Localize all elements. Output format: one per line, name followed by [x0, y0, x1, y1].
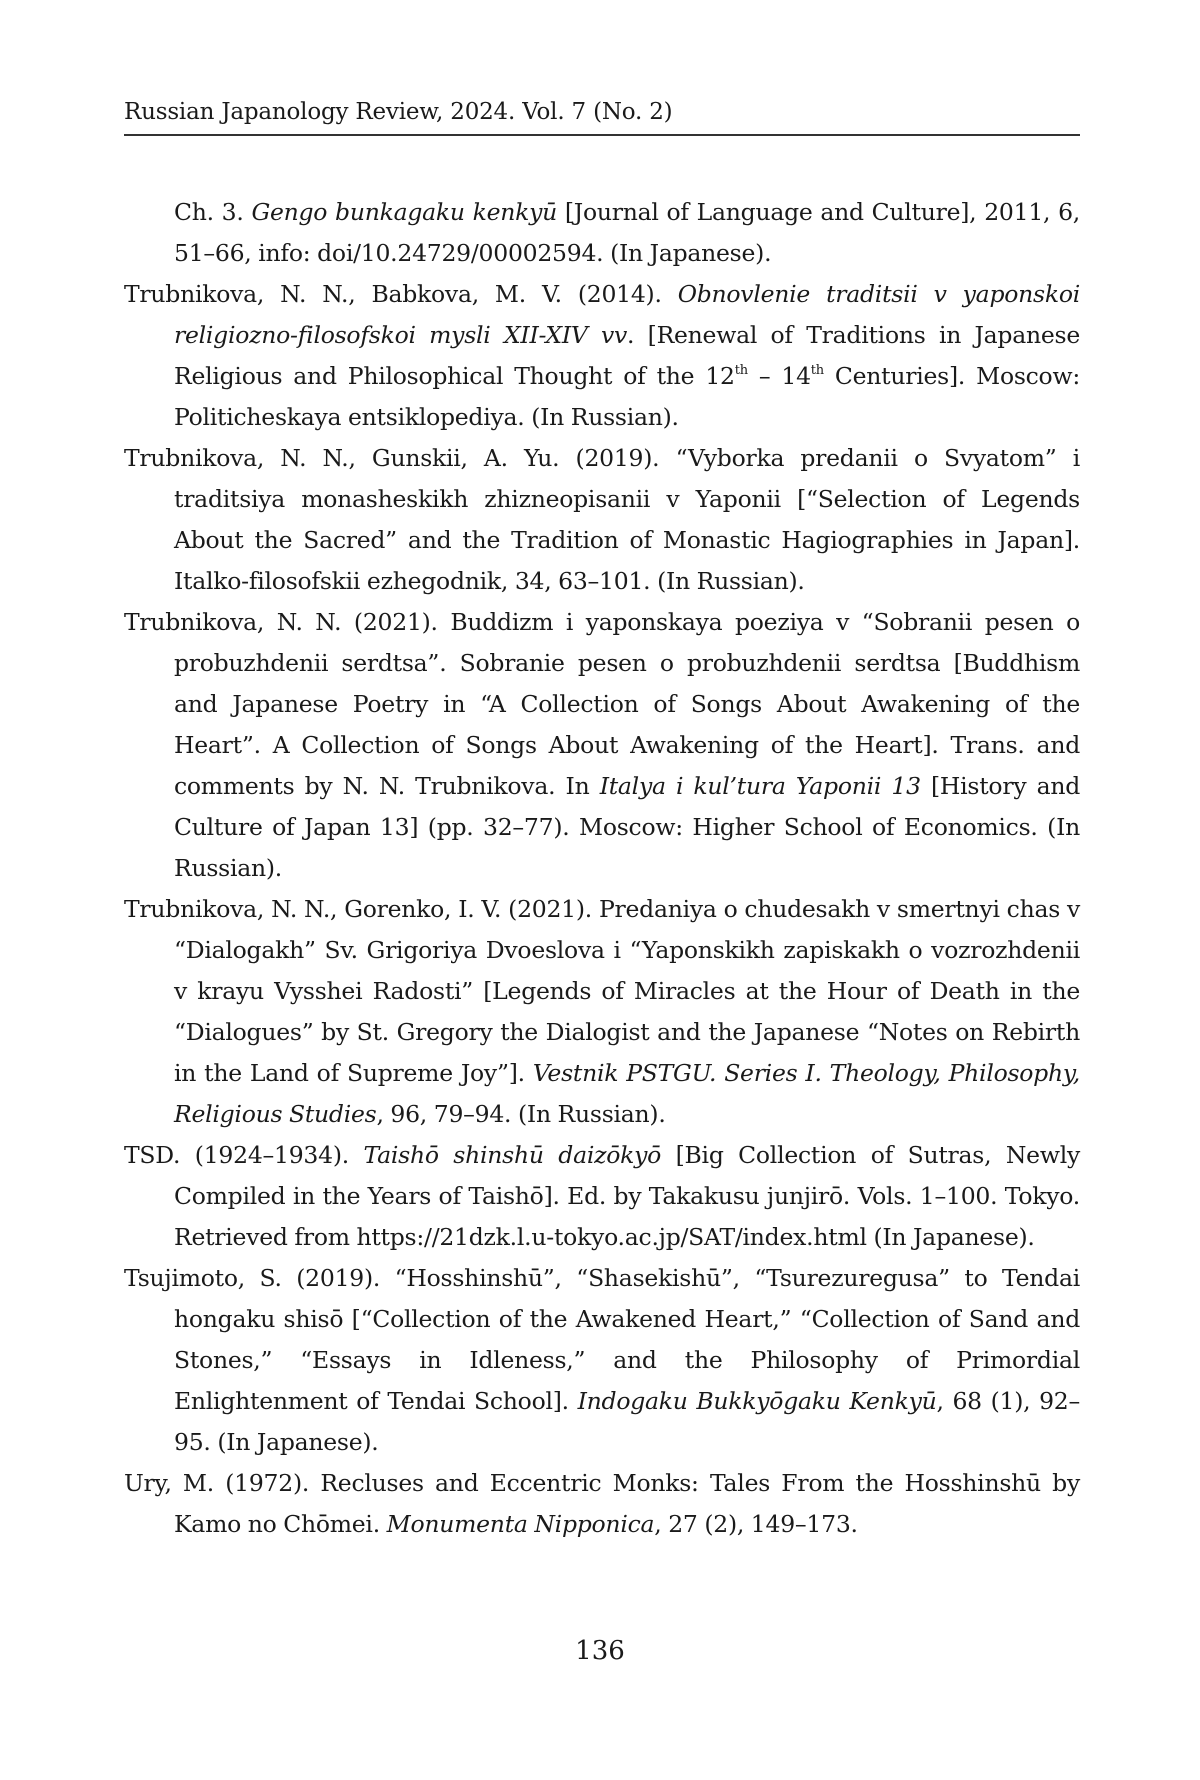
reference-text: [Journal of Language and Culture], 2011, 6, 51–66, info: doi/10.24729/00002594. (In Japanese). [174, 198, 1081, 267]
reference-entry [124, 274, 1080, 438]
superscript: th [810, 363, 824, 378]
reference-text: [History and Culture of Japan 13] (pp. 32–77). Moscow: Higher School of Economics. (In Russian). [174, 772, 1081, 882]
reference-entry [124, 1135, 1080, 1258]
reference-text: [Big Collection of Sutras, Newly Compiled in the Years of Taishō]. Ed. by Takakusu junjirō. Vols. 1–100. Tokyo. Retrieved from https://21dzk.l.u-tokyo.ac.jp/SAT/index.html (In Japanese). [174, 1141, 1080, 1251]
reference-entry [124, 602, 1080, 889]
reference-title: Obnovlenie traditsii v yaponskoi religiozno-filosofskoi mysli XII-XIV vv [174, 280, 1080, 349]
reference-title: Monumenta Nipponica [386, 1510, 655, 1538]
reference-text: Centuries]. Moscow: Politicheskaya entsiklopediya. (In Russian). [174, 362, 1080, 431]
reference-text: Trubnikova, N. N., Gorenko, I. V. (2021). Predaniya o chudesakh v smertnyi chas v “Dialogakh” Sv. Grigoriya Dvoeslova i “Yaponskikh zapiskakh o vozrozhdenii v krayu Vysshei Radosti” [Legends of Miracles at the Hour of Death in the “Dialogues” by St. Gregory the Dialogist and the Japanese “Notes on Rebirth in the Land of Supreme Joy”]. [124, 895, 1080, 1087]
reference-text: Tsujimoto, S. (2019). “Hosshinshū”, “Shasekishū”, “Tsurezuregusa” to Tendai hongaku shisō [“Collection of the Awakened Heart,” “Collection of Sand and Stones,” “Essays in Idleness,” and the Philosophy of Primordial Enlightenment of Tendai School]. [124, 1264, 1080, 1415]
reference-text: . [Renewal of Traditions in Japanese Religious and Philosophical Thought of the 12 [174, 321, 1080, 390]
reference-text: Trubnikova, N. N., Gunskii, A. Yu. (2019). “Vyborka predanii o Svyatom” i traditsiya monasheskikh zhizneopisanii v Yaponii [“Selection of Legends About the Sacred” and the Tradition of Monastic Hagiographies in Japan]. Italko-filosofskii ezhegodnik, 34, 63–101. (In Russian). [124, 444, 1080, 595]
reference-title: Indogaku Bukkyōgaku Kenkyū [577, 1387, 937, 1415]
page-number: 136 [575, 1636, 625, 1666]
reference-title: Vestnik PSTGU. Series I. Theology, Philosophy, Religious Studies [174, 1059, 1080, 1128]
reference-entry [124, 438, 1080, 602]
reference-text: , 68 (1), 92–95. (In Japanese). [174, 1387, 1080, 1456]
reference-text: – 14 [747, 362, 811, 390]
reference-text: Trubnikova, N. N. (2021). Buddizm i yaponskaya poeziya v “Sobranii pesen o probuzhdenii serdtsa”. Sobranie pesen o probuzhdenii serdtsa [Buddhism and Japanese Poetry in “A Collection of Songs About Awakening of the Heart”. A Collection of Songs About Awakening of the Heart]. Trans. and comments by N. N. Trubnikova. In [124, 608, 1080, 800]
reference-entry [124, 1258, 1080, 1463]
reference-text: Ury, M. (1972). Recluses and Eccentric Monks: Tales From the Hosshinshū by Kamo no Chōmei. [124, 1469, 1080, 1538]
reference-text: Ch. 3. [174, 198, 252, 226]
reference-entry [124, 1463, 1080, 1545]
superscript: th [734, 363, 748, 378]
reference-text: , 96, 79–94. (In Russian). [376, 1100, 666, 1128]
reference-title: Italya i kul’tura Yaponii 13 [599, 772, 921, 800]
running-head: Russian Japanology Review, 2024. Vol. 7 (No. 2) [124, 96, 1080, 136]
reference-text: , 27 (2), 149–173. [654, 1510, 858, 1538]
reference-title: Taishō shinshū daizōkyō [363, 1141, 662, 1169]
reference-text: Trubnikova, N. N., Babkova, M. V. (2014). [124, 280, 678, 308]
reference-list [124, 192, 1080, 1545]
reference-text: TSD. (1924–1934). [124, 1141, 364, 1169]
reference-title: Gengo bunkagaku kenkyū [251, 198, 558, 226]
reference-entry [124, 889, 1080, 1135]
reference-entry [124, 192, 1080, 274]
